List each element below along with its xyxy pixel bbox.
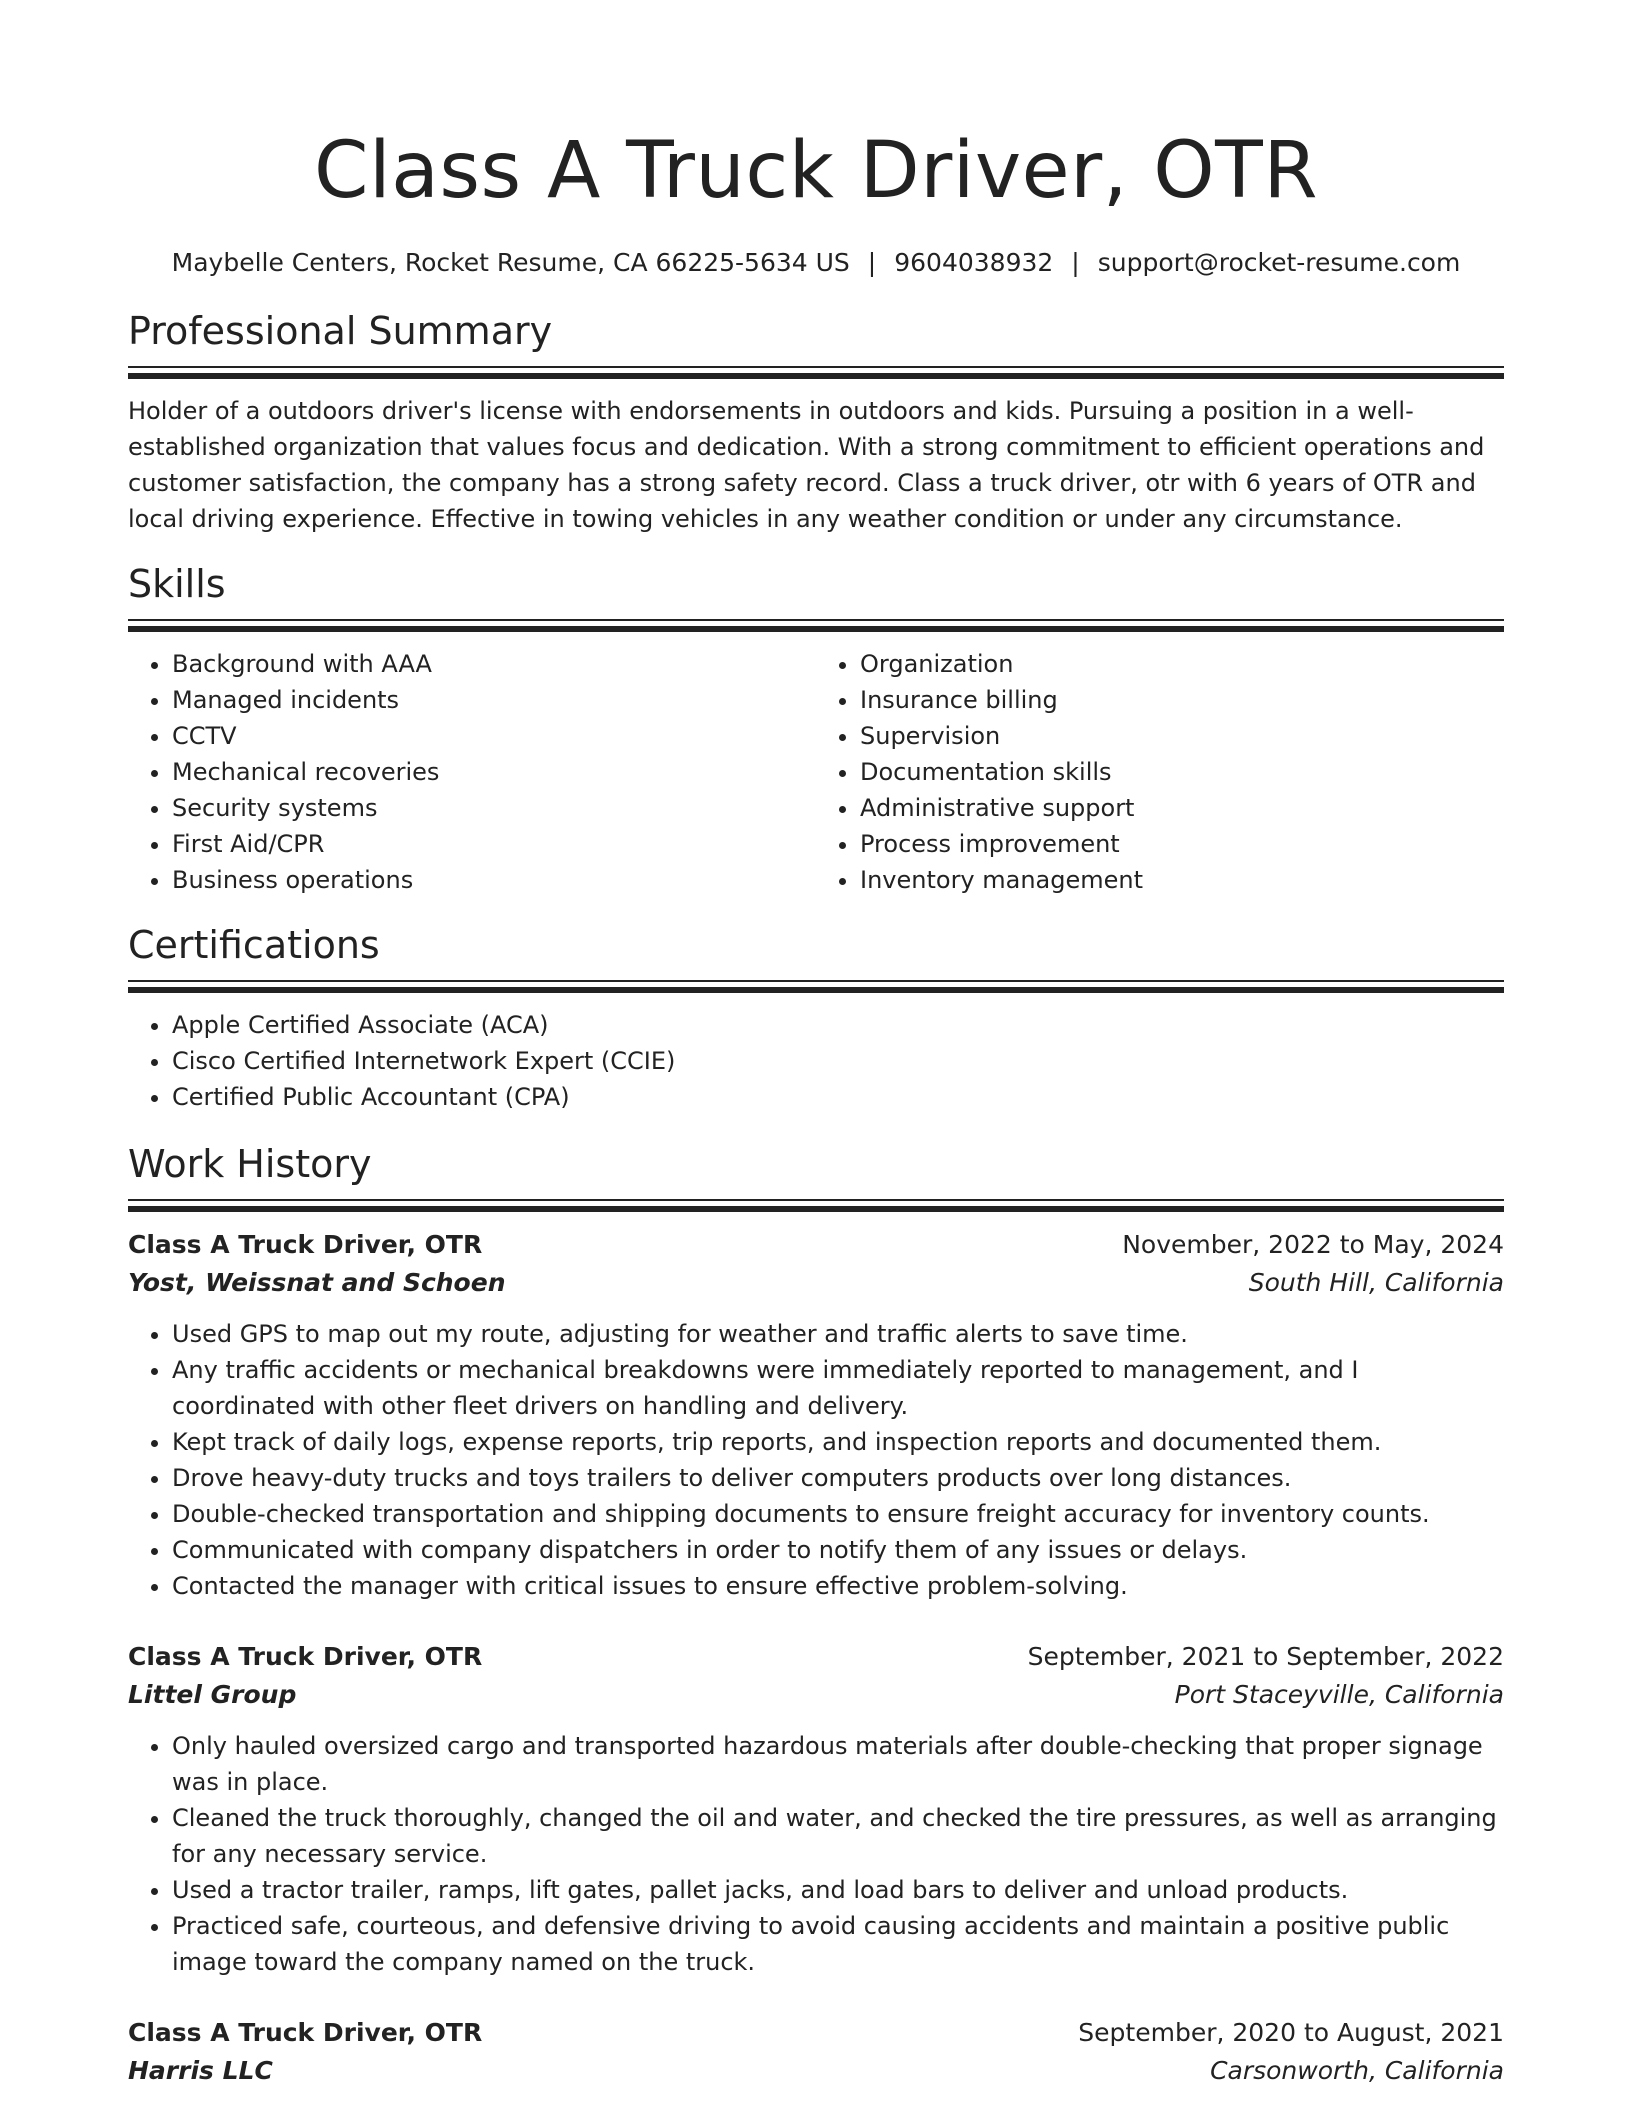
job-company: Harris LLC <box>128 2056 273 2085</box>
job-location: South Hill, California <box>1248 1268 1504 1297</box>
job-location: Carsonworth, California <box>1210 2056 1504 2085</box>
job-bullet: • Contacted the manager with critical issues to ensure effective problem-solving. <box>172 1568 1504 1604</box>
contact-separator: | <box>867 248 877 277</box>
certifications-list <box>128 1007 1504 1115</box>
job-header <box>128 2014 1504 2052</box>
job-bullet: • Double-checked transportation and shipping documents to ensure freight accuracy for inventory counts. <box>172 1496 1504 1532</box>
skill-item: • Business operations <box>172 862 816 898</box>
skills-columns <box>128 646 1504 898</box>
section-rule <box>128 619 1504 632</box>
job-bullet: • Used GPS to map out my route, adjusting for weather and traffic alerts to save time. <box>172 1316 1504 1352</box>
job-subheader <box>128 1676 1504 1714</box>
resume-content <box>128 0 1504 2090</box>
job-bullet: • Drove heavy-duty trucks and toys trailers to deliver computers products over long distances. <box>172 1460 1504 1496</box>
contact-phone: 9604038932 <box>894 248 1054 277</box>
skill-item: • Process improvement <box>860 826 1504 862</box>
summary-heading: Professional Summary <box>128 309 553 353</box>
job-entry <box>128 1638 1504 1980</box>
job-title: Class A Truck Driver, OTR <box>128 1642 483 1671</box>
skill-item: • Background with AAA <box>172 646 816 682</box>
job-bullets <box>128 1316 1504 1604</box>
skills-section <box>128 559 1504 898</box>
job-company: Littel Group <box>128 1680 297 1709</box>
summary-text: Holder of a outdoors driver's license with endorsements in outdoors and kids. Pursuing a position in a well-established organization that values focus and dedication. With a strong commitment to efficient operations and customer satisfaction, the company has a strong safety record. Class a truck driver, otr with 6 years of OTR and local driving experience. Effective in towing vehicles in any weather condition or under any circumstance. <box>128 397 1485 533</box>
certifications-heading: Certifications <box>128 923 380 967</box>
job-bullet: • Any traffic accidents or mechanical breakdowns were immediately reported to management, and I coordinated with other fleet drivers on handling and delivery. <box>172 1352 1504 1424</box>
resume-title: Class A Truck Driver, OTR <box>313 126 1319 216</box>
skill-item: • Organization <box>860 646 1504 682</box>
job-entry <box>128 1226 1504 1604</box>
job-bullet: • Communicated with company dispatchers in order to notify them of any issues or delays. <box>172 1532 1504 1568</box>
skills-heading: Skills <box>128 562 226 606</box>
job-dates: November, 2022 to May, 2024 <box>1122 1230 1504 1259</box>
certifications-section <box>128 920 1504 1115</box>
certification-item: • Apple Certified Associate (ACA) <box>172 1007 1504 1043</box>
job-bullet: • Cleaned the truck thoroughly, changed the oil and water, and checked the tire pressures, as well as arranging for any necessary service. <box>172 1800 1504 1872</box>
section-rule <box>128 980 1504 993</box>
skills-list-right <box>816 646 1504 898</box>
job-title: Class A Truck Driver, OTR <box>128 1230 483 1259</box>
skill-item: • Supervision <box>860 718 1504 754</box>
contact-email[interactable]: support@rocket-resume.com <box>1097 248 1461 277</box>
job-bullets <box>128 1728 1504 1980</box>
job-location: Port Staceyville, California <box>1174 1680 1504 1709</box>
work-history-section <box>128 1139 1504 2090</box>
skill-item: • Administrative support <box>860 790 1504 826</box>
section-rule <box>128 366 1504 379</box>
job-bullet: • Only hauled oversized cargo and transported hazardous materials after double-checking that proper signage was in place. <box>172 1728 1504 1800</box>
contact-line <box>128 246 1504 280</box>
skill-item: • Managed incidents <box>172 682 816 718</box>
job-title: Class A Truck Driver, OTR <box>128 2018 483 2047</box>
section-rule <box>128 1199 1504 1212</box>
skill-item: • Inventory management <box>860 862 1504 898</box>
skill-item: • Mechanical recoveries <box>172 754 816 790</box>
skill-item: • Security systems <box>172 790 816 826</box>
skill-item: • CCTV <box>172 718 816 754</box>
job-bullet: • Kept track of daily logs, expense reports, trip reports, and inspection reports and documented them. <box>172 1424 1504 1460</box>
certification-item: • Certified Public Accountant (CPA) <box>172 1079 1504 1115</box>
job-subheader <box>128 1264 1504 1302</box>
job-bullet: • Practiced safe, courteous, and defensive driving to avoid causing accidents and maintain a positive public image toward the company named on the truck. <box>172 1908 1504 1980</box>
summary-section <box>128 306 1504 537</box>
job-header <box>128 1638 1504 1676</box>
skill-item: • Insurance billing <box>860 682 1504 718</box>
work-history-heading: Work History <box>128 1142 372 1186</box>
skills-list-left <box>128 646 816 898</box>
contact-separator: | <box>1071 248 1080 277</box>
job-entry <box>128 2014 1504 2090</box>
skill-item: • Documentation skills <box>860 754 1504 790</box>
contact-address: Maybelle Centers, Rocket Resume, CA 66225-5634 US <box>171 248 850 277</box>
certification-item: • Cisco Certified Internetwork Expert (CCIE) <box>172 1043 1504 1079</box>
job-dates: September, 2021 to September, 2022 <box>1027 1642 1504 1671</box>
job-subheader <box>128 2052 1504 2090</box>
job-bullet: • Used a tractor trailer, ramps, lift gates, pallet jacks, and load bars to deliver and unload products. <box>172 1872 1504 1908</box>
job-company: Yost, Weissnat and Schoen <box>128 1268 506 1297</box>
job-header <box>128 1226 1504 1264</box>
job-dates: September, 2020 to August, 2021 <box>1078 2018 1504 2047</box>
skill-item: • First Aid/CPR <box>172 826 816 862</box>
